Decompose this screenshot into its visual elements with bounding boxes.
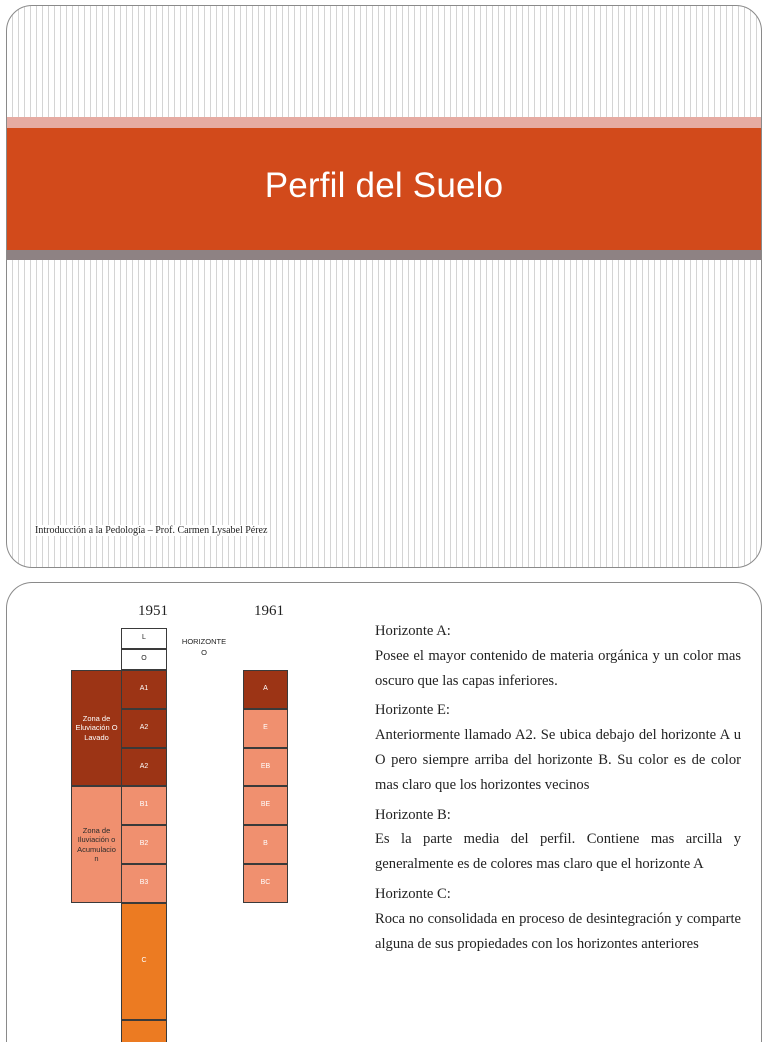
- horizon-b-name: Horizonte B:: [375, 806, 451, 823]
- cell-1951-B1: B1: [121, 786, 167, 825]
- horizon-block-a: [375, 619, 741, 693]
- title-band: [7, 128, 761, 250]
- title-band-bottom-stripe: [7, 250, 761, 260]
- cell-1961-BE: BE: [243, 786, 288, 825]
- title-band-top-stripe: [7, 117, 761, 128]
- horizon-a-desc: Posee el mayor contenido de materia orgánica y un color mas oscuro que las capas inferiores.: [375, 647, 741, 689]
- horizon-e-desc: Anteriormente llamado A2. Se ubica debajo del horizonte A u O pero siempre arriba del horizonte B. Su color es de color mas claro que los horizontes vecinos: [375, 727, 741, 793]
- cell-1951-bottom: [121, 1020, 167, 1042]
- cell-1951-L: L: [121, 628, 167, 649]
- horizonte-o-label-line1: HORIZONTE: [181, 637, 227, 646]
- horizon-block-e: [375, 698, 741, 797]
- cell-1961-EB: EB: [243, 748, 288, 786]
- cell-1951-B2: B2: [121, 825, 167, 864]
- cell-1961-BC: BC: [243, 864, 288, 903]
- horizon-block-c: [375, 882, 741, 956]
- horizon-block-b: [375, 803, 741, 877]
- slide-footer: Introducción a la Pedología – Prof. Carmen Lysabel Pérez: [35, 525, 268, 536]
- cell-1961-A: A: [243, 670, 288, 709]
- zone-eluviacion: Zona de Eluviación O Lavado: [71, 670, 122, 786]
- cell-1951-A2: A2: [121, 709, 167, 748]
- year-1951: 1951: [138, 603, 168, 619]
- title-slide: [6, 5, 762, 568]
- horizon-c-desc: Roca no consolidada en proceso de desintegración y comparte alguna de sus propiedades con los horizontes anteriores: [375, 910, 741, 952]
- horizons-description: [375, 619, 741, 961]
- horizon-e-name: Horizonte E:: [375, 702, 450, 719]
- cell-1961-B: B: [243, 825, 288, 864]
- horizon-c-name: Horizonte C:: [375, 885, 451, 902]
- cell-1951-A2b: A2: [121, 748, 167, 786]
- slide-title: Perfil del Suelo: [264, 166, 504, 205]
- cell-1961-E: E: [243, 709, 288, 748]
- horizon-b-desc: Es la parte media del perfil. Contiene mas arcilla y generalmente es de colores mas claro que el horizonte A: [375, 831, 741, 873]
- cell-1951-A1: A1: [121, 670, 167, 709]
- horizonte-o-label-line2: O: [201, 648, 207, 658]
- soil-profile-slide: [6, 582, 762, 1042]
- horizon-a-name: Horizonte A:: [375, 623, 451, 639]
- cell-1951-O: O: [121, 649, 167, 670]
- horizonte-o-label: [174, 636, 234, 659]
- zone-iluviacion: Zona de Iluviación o Acumulacio n: [71, 786, 122, 903]
- cell-1951-C: C: [121, 903, 167, 1020]
- year-1961: 1961: [254, 603, 284, 619]
- cell-1951-B3: B3: [121, 864, 167, 903]
